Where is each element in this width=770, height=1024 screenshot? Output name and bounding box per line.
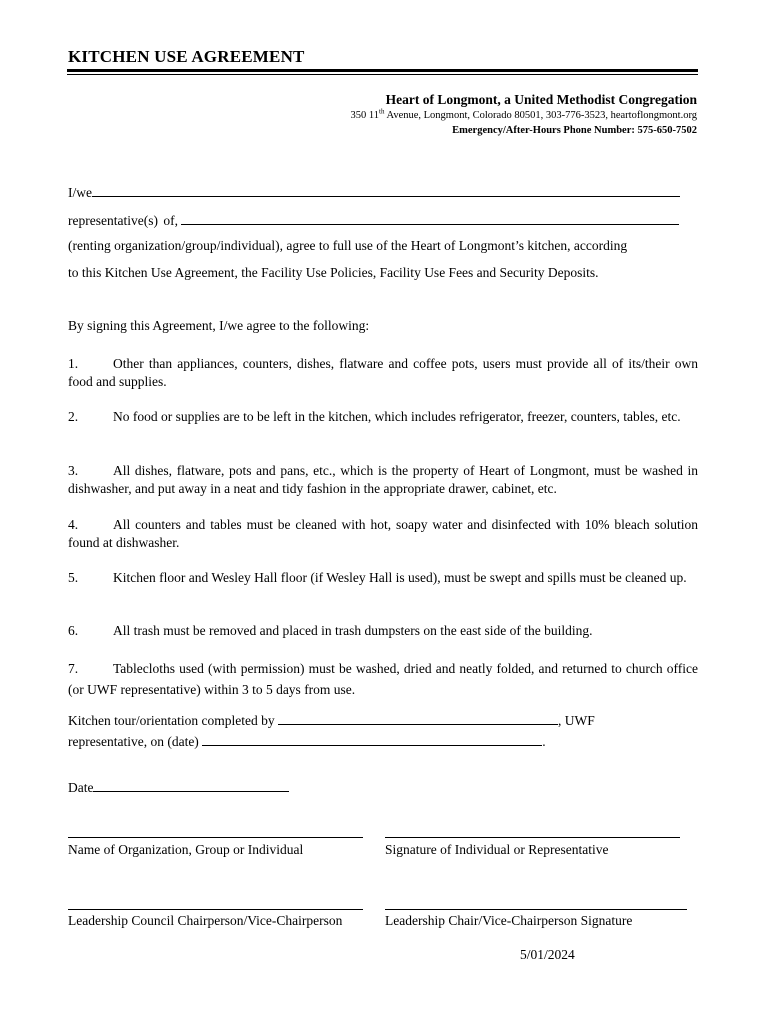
tour-line-1 xyxy=(68,712,595,729)
org-name-label: Name of Organization, Group or Individual xyxy=(68,842,304,857)
tour-date-blank[interactable] xyxy=(202,733,542,746)
revision-date: 5/01/2024 xyxy=(520,947,575,962)
representative-line xyxy=(68,212,679,229)
agreement-item-3: 3. All dishes, flatware, pots and pans, etc., which is the property of Heart of Longmont, must be washed in dishwasher, and put away in a neat and tidy fashion in the appropriate drawer, cabinet, etc. xyxy=(68,463,698,496)
intro-line-3: (renting organization/group/individual), agree to full use of the Heart of Longmont’s kitchen, according xyxy=(68,238,628,253)
document-title: KITCHEN USE AGREEMENT xyxy=(68,47,305,66)
representative-label: representative(s) of, xyxy=(68,213,178,228)
individual-signature-label: Signature of Individual or Representative xyxy=(385,842,609,857)
agreement-item-1: 1. Other than appliances, counters, dishes, flatware and coffee pots, users must provide all of its/their own food and supplies. xyxy=(68,356,698,389)
org-address: 350 11th Avenue, Longmont, Colorado 80501, 303-776-3523, heartoflongmont.org xyxy=(350,107,697,121)
date-line xyxy=(68,779,289,796)
title-rule-thin xyxy=(67,74,698,75)
emergency-phone: Emergency/After-Hours Phone Number: 575-650-7502 xyxy=(452,125,697,136)
tour-date-label: representative, on (date) xyxy=(68,734,199,749)
representative-blank[interactable] xyxy=(181,212,679,225)
date-blank[interactable] xyxy=(93,779,289,792)
agreement-item-6: 6. All trash must be removed and placed in trash dumpsters on the east side of the building. xyxy=(68,623,593,638)
iwe-label: I/we xyxy=(68,185,92,200)
iwe-blank[interactable] xyxy=(92,184,680,197)
org-name: Heart of Longmont, a United Methodist Congregation xyxy=(385,92,697,107)
agreement-item-2: 2. No food or supplies are to be left in the kitchen, which includes refrigerator, freezer, counters, tables, etc. xyxy=(68,409,681,424)
title-rule-thick xyxy=(67,69,698,72)
council-chair-signature-line[interactable] xyxy=(68,909,363,910)
tour-line-2 xyxy=(68,733,546,750)
tour-period: . xyxy=(542,734,546,749)
agreement-item-4: 4. All counters and tables must be cleaned with hot, soapy water and disinfected with 10% bleach solution found at dishwasher. xyxy=(68,517,698,550)
chair-signature-label: Leadership Chair/Vice-Chairperson Signature xyxy=(385,913,633,928)
agreement-item-7: 7. Tablecloths used (with permission) must be washed, dried and neatly folded, and returned to church office (or UWF representative) within 3 to 5 days from use. xyxy=(68,661,698,697)
individual-signature-line[interactable] xyxy=(385,837,680,838)
tour-completed-by-blank[interactable] xyxy=(278,712,558,725)
iwe-line xyxy=(68,184,680,201)
tour-completed-label: Kitchen tour/orientation completed by xyxy=(68,713,275,728)
org-name-signature-line[interactable] xyxy=(68,837,363,838)
agreement-item-5: 5. Kitchen floor and Wesley Hall floor (if Wesley Hall is used), must be swept and spills must be cleaned up. xyxy=(68,570,687,585)
agreement-intro: By signing this Agreement, I/we agree to the following: xyxy=(68,318,370,333)
tour-uwf-label: , UWF xyxy=(557,713,595,728)
date-label: Date xyxy=(68,780,94,795)
council-chair-label: Leadership Council Chairperson/Vice-Chairperson xyxy=(68,913,343,928)
chair-signature-line[interactable] xyxy=(385,909,687,910)
intro-line-4: to this Kitchen Use Agreement, the Facility Use Policies, Facility Use Fees and Security Deposits. xyxy=(68,265,599,280)
